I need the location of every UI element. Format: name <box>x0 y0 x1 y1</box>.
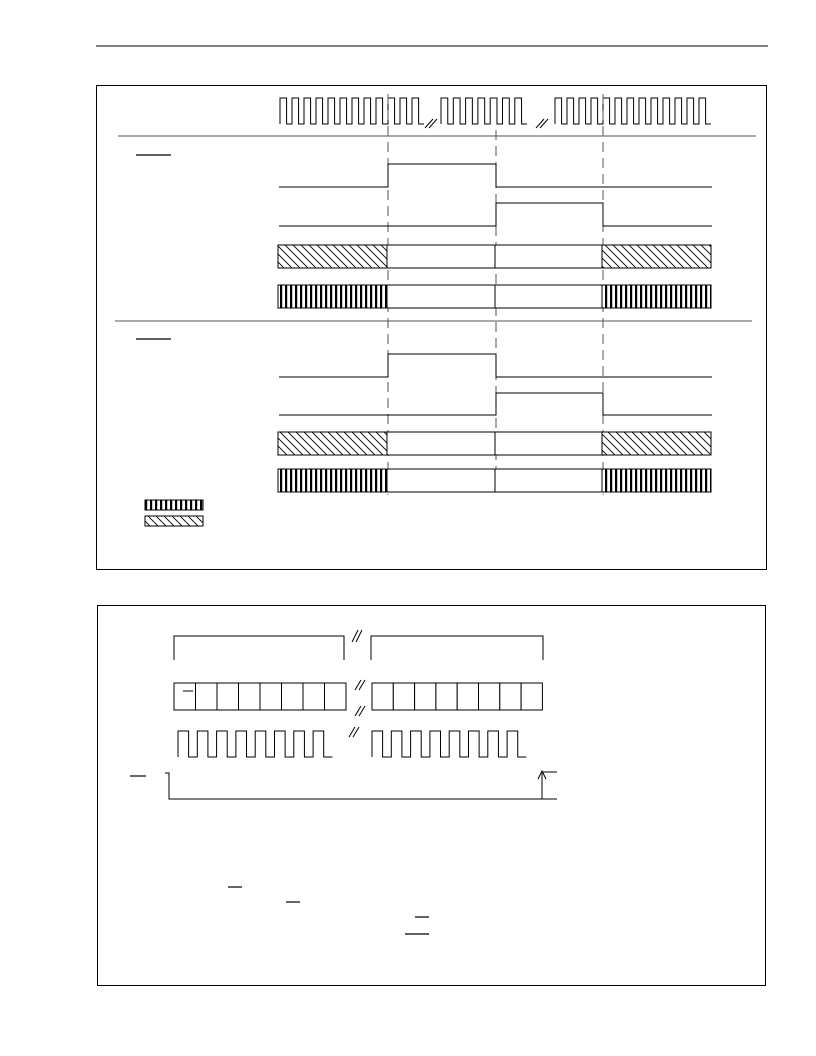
bus-row-hatched <box>278 432 711 455</box>
bit-cell <box>196 683 218 710</box>
bus-row-striped <box>278 469 711 492</box>
bit-cell <box>174 683 196 710</box>
bit-cell <box>372 683 393 710</box>
bit-cell <box>521 683 542 710</box>
figure-top <box>97 86 767 570</box>
figure-bottom <box>98 606 766 986</box>
clock-break-mark <box>536 119 548 128</box>
bit-cell <box>436 683 457 710</box>
legend-swatch-striped <box>145 500 203 510</box>
bit-cell <box>282 683 304 710</box>
bit-cell <box>457 683 478 710</box>
signal-pulse-1 <box>279 164 712 187</box>
clock-pulse-train <box>280 98 424 124</box>
frame-bracket <box>174 630 543 660</box>
clock-pulse-train <box>372 731 526 757</box>
signal-group-2 <box>136 339 712 492</box>
bit-cell <box>500 683 521 710</box>
bus-row-hatched <box>278 245 711 268</box>
bit-cell <box>479 683 500 710</box>
signal-pulse-2 <box>279 203 712 226</box>
clock-pulse-train <box>441 98 527 124</box>
arrow-up-icon <box>538 771 546 799</box>
bus-row-striped <box>278 285 711 308</box>
clock-pulse-train <box>178 731 332 757</box>
signal-pulse-2 <box>279 393 712 415</box>
figure-bottom-frame <box>98 606 766 986</box>
clock-pulse-train <box>555 98 711 124</box>
level-signal <box>165 773 543 799</box>
legend-swatch-hatched <box>145 516 203 526</box>
signal-pulse-1 <box>279 354 712 377</box>
figure-top-frame <box>97 86 767 570</box>
bit-cell <box>239 683 261 710</box>
bit-cell <box>217 683 239 710</box>
signal-group-1 <box>136 155 712 308</box>
clock-break-mark <box>425 119 437 128</box>
bit-cell <box>325 683 347 710</box>
bit-cell <box>260 683 282 710</box>
clock-waveform <box>280 98 711 124</box>
bit-cell-break-mark <box>355 680 365 716</box>
bit-cell-row <box>174 683 542 710</box>
bit-cell <box>415 683 436 710</box>
bit-cell <box>393 683 414 710</box>
bit-cell <box>303 683 325 710</box>
clock-break-mark <box>349 727 359 737</box>
clock-waveform <box>178 731 526 757</box>
